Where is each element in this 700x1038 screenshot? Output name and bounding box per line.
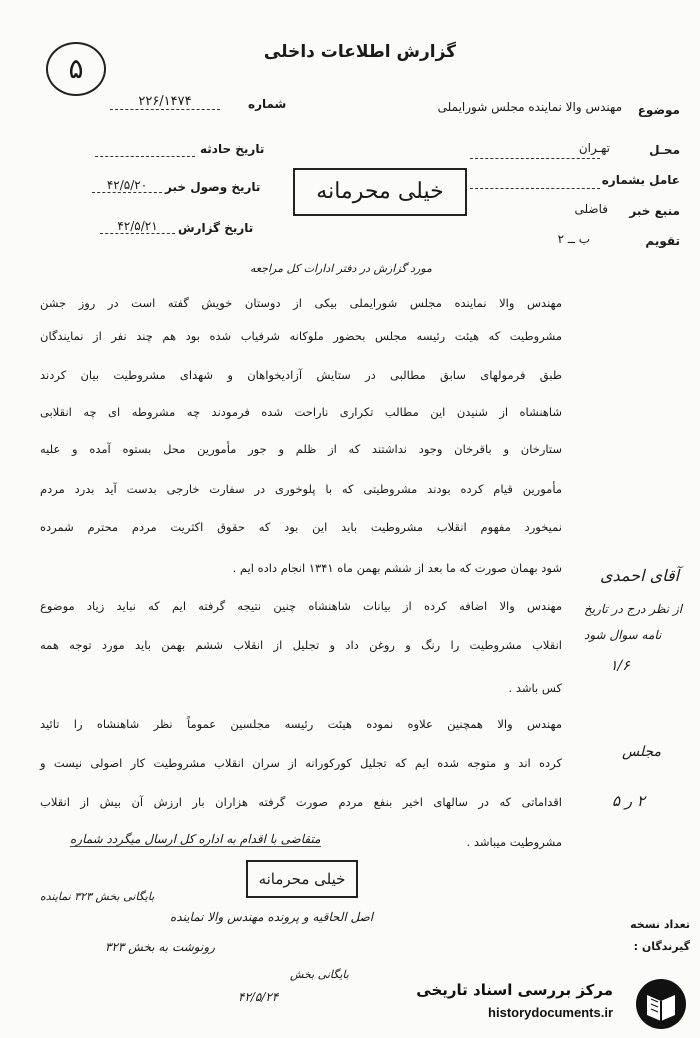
handwritten-top-note: مورد گزارش در دفتر ادارات کل مراجعه — [250, 262, 432, 275]
margin-note: ۱/۶ — [610, 658, 630, 674]
body-line: طبق فرمولهای سابق مطالبی در ستایش آزادیخواهان و شهدای مشروطیت بیان کردند — [40, 368, 562, 382]
margin-note: نامه سوال شود — [584, 628, 662, 642]
footer-date: ۴۲/۵/۲۴ — [238, 990, 279, 1004]
location-line — [470, 158, 600, 159]
body-line: شاهنشاه از شنیدن این مطالب تکراری ناراحت شده فرمودند چه مشروطه ای چه انقلابی — [40, 405, 562, 419]
copies-label: تعداد نسخه — [630, 918, 690, 931]
subject-label: موضوع — [637, 103, 680, 117]
margin-note: از نظر درج در تاریخ — [584, 602, 683, 616]
receive-date-value: ۴۲/۵/۲۰ — [92, 178, 162, 193]
watermark-site: historydocuments.ir — [488, 1005, 613, 1020]
source-label: منبع خبر — [629, 204, 680, 218]
body-line: کس باشد . — [508, 681, 562, 695]
book-logo-icon — [631, 977, 691, 1031]
margin-note: ۲ ر ۵ — [612, 792, 645, 810]
footer-handwriting: رونوشت به بخش ۳۲۳ — [105, 940, 215, 954]
footer-handwriting: بایگانی بخش — [290, 968, 349, 981]
subject-value: مهندس والا نماینده مجلس شورایملی — [437, 100, 622, 114]
body-line: مهندس والا همچنین علاوه نموده هیئت رئیسه مجلسین عموماً نظر شاهنشاه را تائید — [40, 717, 562, 731]
agent-number-label: عامل بشماره — [601, 173, 680, 187]
recipients-label: گیرندگان : — [633, 940, 690, 953]
report-date-label: تاریخ گزارش — [178, 221, 254, 235]
agent-number-line — [470, 188, 600, 189]
body-line: مشروطیت میباشد . — [466, 835, 562, 849]
document-title: گزارش اطلاعات داخلی — [263, 42, 457, 62]
watermark-name: مرکز بررسی اسناد تاریخی — [416, 981, 613, 999]
handwritten-bottom-note: متقاضی با اقدام به اداره کل ارسال میگردد شماره — [70, 832, 321, 846]
report-date-value: ۴۲/۵/۲۱ — [100, 219, 175, 234]
margin-note: آقای احمدی — [600, 566, 680, 585]
location-label: محـل — [649, 143, 680, 157]
body-line: مهندس والا اضافه کرده از بیانات شاهنشاه چنین نتیجه گرفته ایم که نباید زیاد موضوع — [40, 599, 562, 613]
incident-date-label: تاریخ حادثه — [200, 142, 265, 156]
body-line: اقداماتی که در سالهای اخیر بنفع مردم صورت گرفته هزاران بار ارزش آن بیش از انقلاب — [40, 795, 562, 809]
location-value: تهـران — [578, 141, 610, 155]
body-line: مشروطیت که هیئت رئیسه مجلس بحضور ملوکانه شرفیاب شده بود هم چند نفر از نمایندگان — [40, 329, 562, 343]
evaluation-value: ب ــ ۲ — [557, 232, 590, 246]
number-label: شماره — [248, 97, 287, 111]
body-line: ستارخان و باقرخان وجود نداشتند که از ظلم و جور مأمورین محل بستوه آمده و علیه — [40, 442, 562, 456]
footer-handwriting: اصل الحاقیه و پرونده مهندس والا نماینده — [170, 910, 374, 924]
number-value: ۲۲۶/۱۴۷۴ — [110, 94, 220, 110]
body-line: مأمورین قیام کرده بودند مشروطیتی که با پلوخوری در سفارت خارجی بدست آید بدرد مردم — [40, 482, 562, 496]
body-line: مهندس والا نماینده مجلس شورایملی بیکی از دوستان خویش گفته است در روز جشن — [40, 296, 562, 310]
incident-date-line — [95, 156, 195, 157]
source-value: فاضلی — [574, 202, 608, 216]
body-line: نمیخورد مفهوم انقلاب مشروطیت باید این بود که حقوق اکثریت مردم محترم شمرده — [40, 520, 562, 534]
page-marker: ۵ — [46, 42, 106, 96]
receive-date-label: تاریخ وصول خبر — [165, 180, 261, 194]
margin-note: مجلس — [622, 744, 662, 760]
watermark-logo — [416, 975, 695, 1033]
body-line: شود بهمان صورت که ما بعد از ششم بهمن ماه ۱۳۴۱ انجام داده ایم . — [232, 561, 562, 575]
body-line: کرده اند و متوجه شده ایم که تجلیل کورکورانه از سران انقلاب مشروطیت کار اصولی نیست و — [40, 756, 562, 770]
evaluation-label: تقویم — [645, 234, 680, 248]
body-line: انقلاب مشروطیت را رنگ و روغن داد و تجلیل از انقلاب ششم بهمن باید مورد توجه همه — [40, 638, 562, 652]
confidential-stamp: خیلی محرمانه — [293, 168, 467, 216]
confidential-stamp-bottom: خیلی محرمانه — [246, 860, 358, 898]
footer-handwriting: بایگانی بخش ۳۲۳ نماینده — [40, 890, 155, 903]
